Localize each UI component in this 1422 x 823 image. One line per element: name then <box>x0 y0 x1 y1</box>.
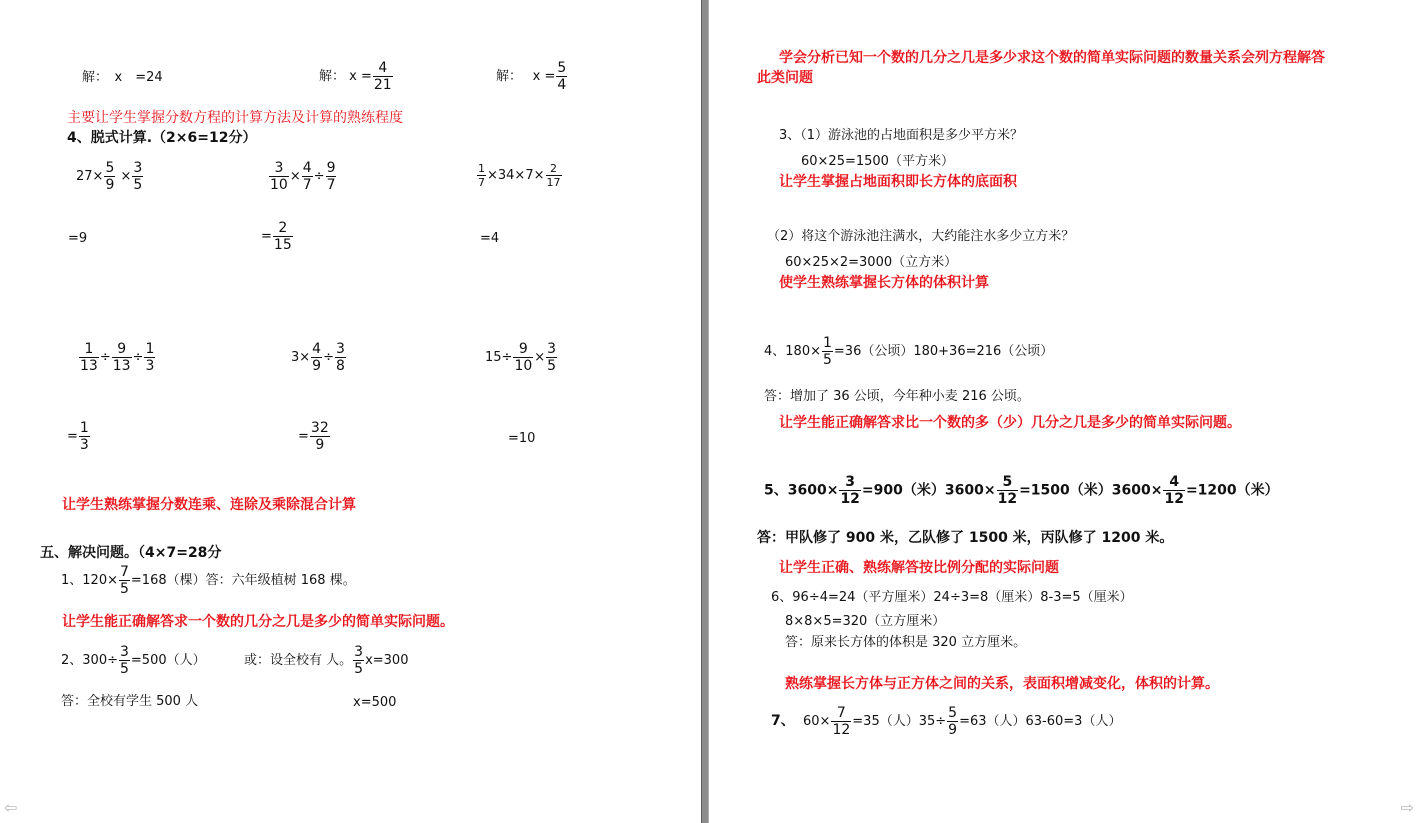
result-5: = $\frac{32}{9}$ <box>298 420 329 453</box>
problem-3-part-2: （2）将这个游泳池注满水，大约能注水多少立方米？ <box>767 229 1075 244</box>
expression-5: 3× $\frac{4}{9}$ ÷ $\frac{3}{8}$ <box>291 341 345 374</box>
problem-3-part-1-calc: 60×25=1500（平方米） <box>801 154 954 169</box>
right-page <box>709 0 1422 823</box>
problem-1-solution: 1、120× $\frac{7}{5}$ =168（棵）答：六年级植树 168 棵。 <box>61 564 356 597</box>
problem-7-solution: 7、 60× $\frac{7}{12}$ =35（人）35÷ $\frac{5}{9}$ =63（人）63-60=3（人） <box>771 705 1122 738</box>
equation-answer-1: 解： x =24 <box>82 70 163 85</box>
teaching-note-find-whole: 学会分析已知一个数的几分之几是多少求这个数的简单实际问题的数量关系会列方程解答 <box>779 50 1325 66</box>
teaching-note-ratio-allocation: 让学生正确、熟练解答按比例分配的实际问题 <box>779 560 1059 576</box>
expression-6: 15÷ $\frac{9}{10}$ × $\frac{3}{5}$ <box>485 341 557 374</box>
problem-6-answer: 答：原来长方体的体积是 320 立方厘米。 <box>785 635 1027 650</box>
problem-5-answer: 答：甲队修了 900 米，乙队修了 1500 米，丙队修了 1200 米。 <box>757 530 1174 546</box>
teaching-note-equations: 主要让学生掌握分数方程的计算方法及计算的熟练程度 <box>67 110 403 126</box>
equation-answer-3: 解： x = $\frac{5}{4}$ <box>496 60 567 93</box>
problem-2-x-value: x=500 <box>353 695 397 710</box>
problem-2-solution: 2、300÷ $\frac{3}{5}$ =500（人） <box>61 644 206 677</box>
problem-6-solution: 6、96÷4=24（平方厘米）24÷3=8（厘米）8-3=5（厘米） <box>771 590 1133 605</box>
problem-2-answer: 答：全校有学生 500 人 <box>61 694 199 709</box>
result-4: = $\frac{1}{3}$ <box>67 420 89 453</box>
expression-2: $\frac{3}{10}$ × $\frac{4}{7}$ ÷ $\frac{9}{7}$ <box>270 160 336 193</box>
teaching-note-cuboid-cube: 熟练掌握长方体与正方体之间的关系，表面积增减变化，体积的计算。 <box>785 676 1219 692</box>
expression-3: $\frac{1}{7}$ ×34×7× $\frac{2}{17}$ <box>478 162 561 189</box>
result-6: =10 <box>508 431 536 446</box>
page-divider <box>701 0 709 823</box>
problem-3-part-2-calc: 60×25×2=3000（立方米） <box>785 255 958 270</box>
problem-6-volume-calc: 8×8×5=320（立方厘米） <box>785 614 946 629</box>
section-4-heading: 4、脱式计算.（2×6=12分） <box>67 130 257 146</box>
left-page <box>0 0 701 823</box>
expression-4: $\frac{1}{13}$ ÷ $\frac{9}{13}$ ÷ $\frac{1}{3}$ <box>80 341 155 374</box>
teaching-note-volume: 使学生熟练掌握长方体的体积计算 <box>779 275 989 291</box>
result-3: =4 <box>480 231 500 246</box>
prev-page-arrow-icon[interactable]: ⇦ <box>4 798 18 817</box>
equation-answer-2: 解： x = $\frac{4}{21}$ <box>319 60 392 93</box>
problem-3-part-1: 3、（1）游泳池的占地面积是多少平方米？ <box>779 128 1024 143</box>
section-5-heading: 五、解决问题。（4×7=28分 <box>40 545 222 561</box>
problem-2-alternative: 或：设全校有 人。 $\frac{3}{5}$ x=300 <box>244 644 409 677</box>
problem-4-answer: 答：增加了 36 公顷，今年种小麦 216 公顷。 <box>764 389 1030 404</box>
teaching-note-base-area: 让学生掌握占地面积即长方体的底面积 <box>779 174 1017 190</box>
problem-4-solution: 4、180× $\frac{1}{5}$ =36（公顷）180+36=216（公顷） <box>764 335 1054 368</box>
teaching-note-more-less-fraction: 让学生能正确解答求比一个数的多（少）几分之几是多少的简单实际问题。 <box>779 415 1241 431</box>
next-page-arrow-icon[interactable]: ⇨ <box>1400 798 1414 817</box>
teaching-note-fraction-of-number: 让学生能正确解答求一个数的几分之几是多少的简单实际问题。 <box>62 614 454 630</box>
result-1: =9 <box>68 231 88 246</box>
result-2: = $\frac{2}{15}$ <box>261 220 292 253</box>
teaching-note-find-whole-line2: 此类问题 <box>757 70 813 86</box>
expression-1: 27× $\frac{5}{9}$ × $\frac{3}{5}$ <box>76 160 143 193</box>
teaching-note-mixed-operations: 让学生熟练掌握分数连乘、连除及乘除混合计算 <box>62 497 356 513</box>
problem-5-solution: 5、3600× $\frac{3}{12}$ =900（米）3600× $\frac{5}{12}$ =1500（米）3600× $\frac{4}{12}$ =1200（米） <box>764 474 1279 507</box>
